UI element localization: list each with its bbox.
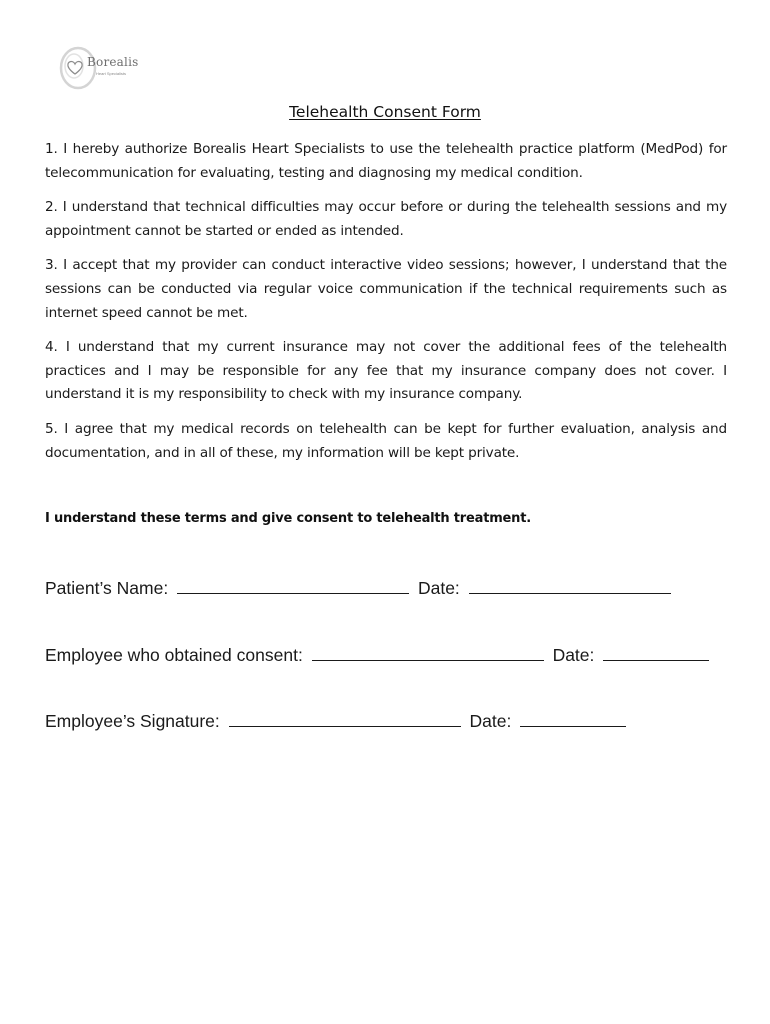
term-paragraph-5: 5. I agree that my medical records on telehealth can be kept for further evaluation, analysis and documentation, and in all of these, my information will be kept private.: [45, 420, 727, 461]
signature-date-field[interactable]: [520, 712, 626, 727]
consent-statement: I understand these terms and give consent to telehealth treatment.: [45, 511, 531, 526]
patient-date-field[interactable]: [469, 579, 671, 594]
patient-name-line: [45, 578, 675, 599]
employee-name-field[interactable]: [312, 646, 544, 661]
term-paragraph-2: 2. I understand that technical difficulties may occur before or during the telehealth sessions and my appointment cannot be started or ended as intended.: [45, 199, 727, 239]
patient-name-label: Patient’s Name:: [45, 578, 169, 598]
employee-signature-line: [45, 711, 630, 732]
logo-subtitle: Heart Specialists: [96, 71, 127, 76]
term-paragraph-3: 3. I accept that my provider can conduct interactive video sessions; however, I understand that the sessions can be conducted via regular voice communication if the technical requirements such as internet speed cannot be met.: [45, 257, 727, 321]
term-paragraph-4: 4. I understand that my current insurance may not cover the additional fees of the telehealth practices and I may be responsible for any fee that my insurance company does not cover. I understand it is my responsibility to check with my insurance company.: [45, 339, 727, 403]
signature-label: Employee’s Signature:: [45, 711, 220, 731]
patient-name-field[interactable]: [177, 579, 409, 594]
employee-consent-line: [45, 645, 713, 666]
consent-terms: [45, 138, 727, 476]
employee-date-label: Date:: [552, 645, 595, 665]
employee-date-field[interactable]: [603, 646, 709, 661]
patient-date-label: Date:: [417, 578, 460, 598]
signature-date-label: Date:: [469, 711, 512, 731]
term-paragraph-1: 1. I hereby authorize Borealis Heart Specialists to use the telehealth practice platform (MedPod) for telecommunication for evaluating, testing and diagnosing my medical condition.: [45, 141, 727, 181]
employee-label: Employee who obtained consent:: [45, 645, 303, 665]
company-logo: [58, 46, 148, 90]
logo-name: Borealis: [87, 55, 139, 69]
signature-field[interactable]: [229, 712, 461, 727]
form-title: Telehealth Consent Form: [289, 103, 481, 121]
